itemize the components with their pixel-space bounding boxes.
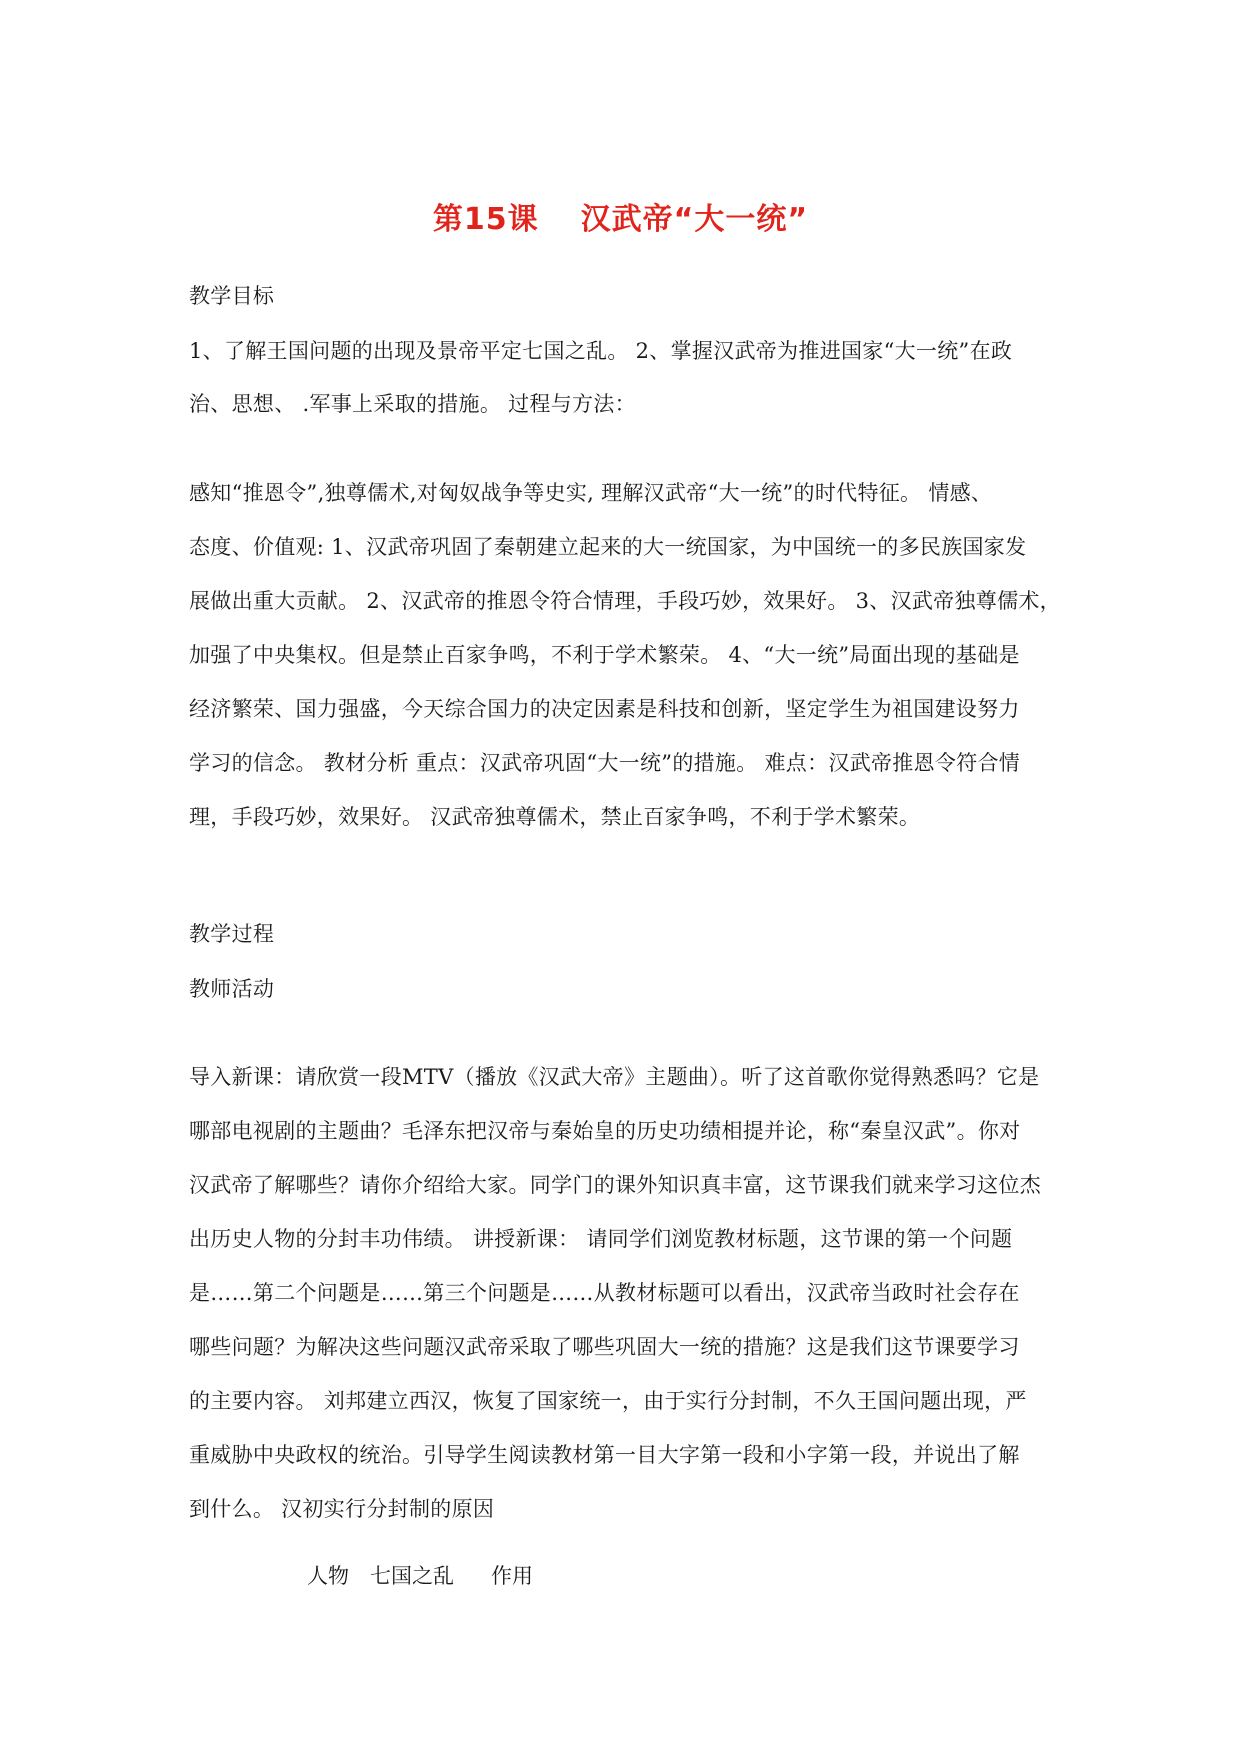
text-line: 导入新课：请欣赏一段MTV（播放《汉武大帝》主题曲）。听了这首歌你觉得熟悉吗？它是 (189, 1065, 1040, 1089)
table-header-rebellion: 七国之乱 (370, 1564, 454, 1588)
text-line: 治、思想、 .军事上采取的措施。 过程与方法： (189, 392, 636, 416)
text-line: 经济繁荣、国力强盛，今天综合国力的决定因素是科技和创新，坚定学生为祖国建设努力 (189, 697, 1020, 721)
text-line: 汉武帝了解哪些？请你介绍给大家。同学门的课外知识真丰富，这节课我们就来学习这位杰 (189, 1173, 1041, 1197)
text-line: 哪部电视剧的主题曲？毛泽东把汉帝与秦始皇的历史功绩相提并论，称“秦皇汉武”。你对 (189, 1119, 1021, 1143)
text-line: 态度、价值观: 1、汉武帝巩固了秦朝建立起来的大一统国家，为中国统一的多民族国家发 (189, 535, 1027, 559)
text-line: 理，手段巧妙，效果好。 汉武帝独尊儒术，禁止百家争鸣，不利于学术繁荣。 (189, 805, 921, 829)
text-line: 的主要内容。 刘邦建立西汉，恢复了国家统一，由于实行分封制，不久王国问题出现，严 (189, 1389, 1027, 1413)
page-title (0, 194, 1241, 238)
section-heading-teacher: 教师活动 (189, 977, 275, 1001)
section-heading-objectives: 教学目标 (189, 284, 275, 308)
section-heading-process: 教学过程 (189, 922, 275, 946)
text-line: 出历史人物的分封丰功伟绩。 讲授新课： 请同学们浏览教材标题，这节课的第一个问题 (189, 1227, 1013, 1251)
text-line: 重威胁中央政权的统治。引导学生阅读教材第一目大字第一段和小字第一段，并说出了解 (189, 1443, 1020, 1467)
text-line: 到什么。 汉初实行分封制的原因 (189, 1497, 495, 1521)
lesson-number: 第15课 (432, 202, 539, 237)
table-header-effect: 作用 (491, 1564, 533, 1588)
table-header-person: 人物 (307, 1564, 349, 1588)
text-line: 加强了中央集权。但是禁止百家争鸣，不利于学术繁荣。 4、“大一统”局面出现的基础是 (189, 643, 1020, 667)
text-line: 学习的信念。 教材分析 重点：汉武帝巩固“大一统”的措施。 难点：汉武帝推恩令符合情 (189, 751, 1021, 775)
text-line: 是……第二个问题是……第三个问题是……从教材标题可以看出，汉武帝当政时社会存在 (189, 1281, 1020, 1305)
text-line: 1、了解王国问题的出现及景帝平定七国之乱。 2、掌握汉武帝为推进国家“大一统”在政 (189, 339, 1013, 363)
text-line: 感知“推恩令”,独尊儒术,对匈奴战争等史实, 理解汉武帝“大一统”的时代特征。 情感、 (189, 481, 993, 505)
lesson-name: 汉武帝“大一统” (580, 202, 809, 237)
text-line: 展做出重大贡献。 2、汉武帝的推恩令符合情理，手段巧妙，效果好。 3、汉武帝独尊儒术， (189, 589, 1061, 613)
text-line: 哪些问题？为解决这些问题汉武帝采取了哪些巩固大一统的措施？这是我们这节课要学习 (189, 1335, 1020, 1359)
